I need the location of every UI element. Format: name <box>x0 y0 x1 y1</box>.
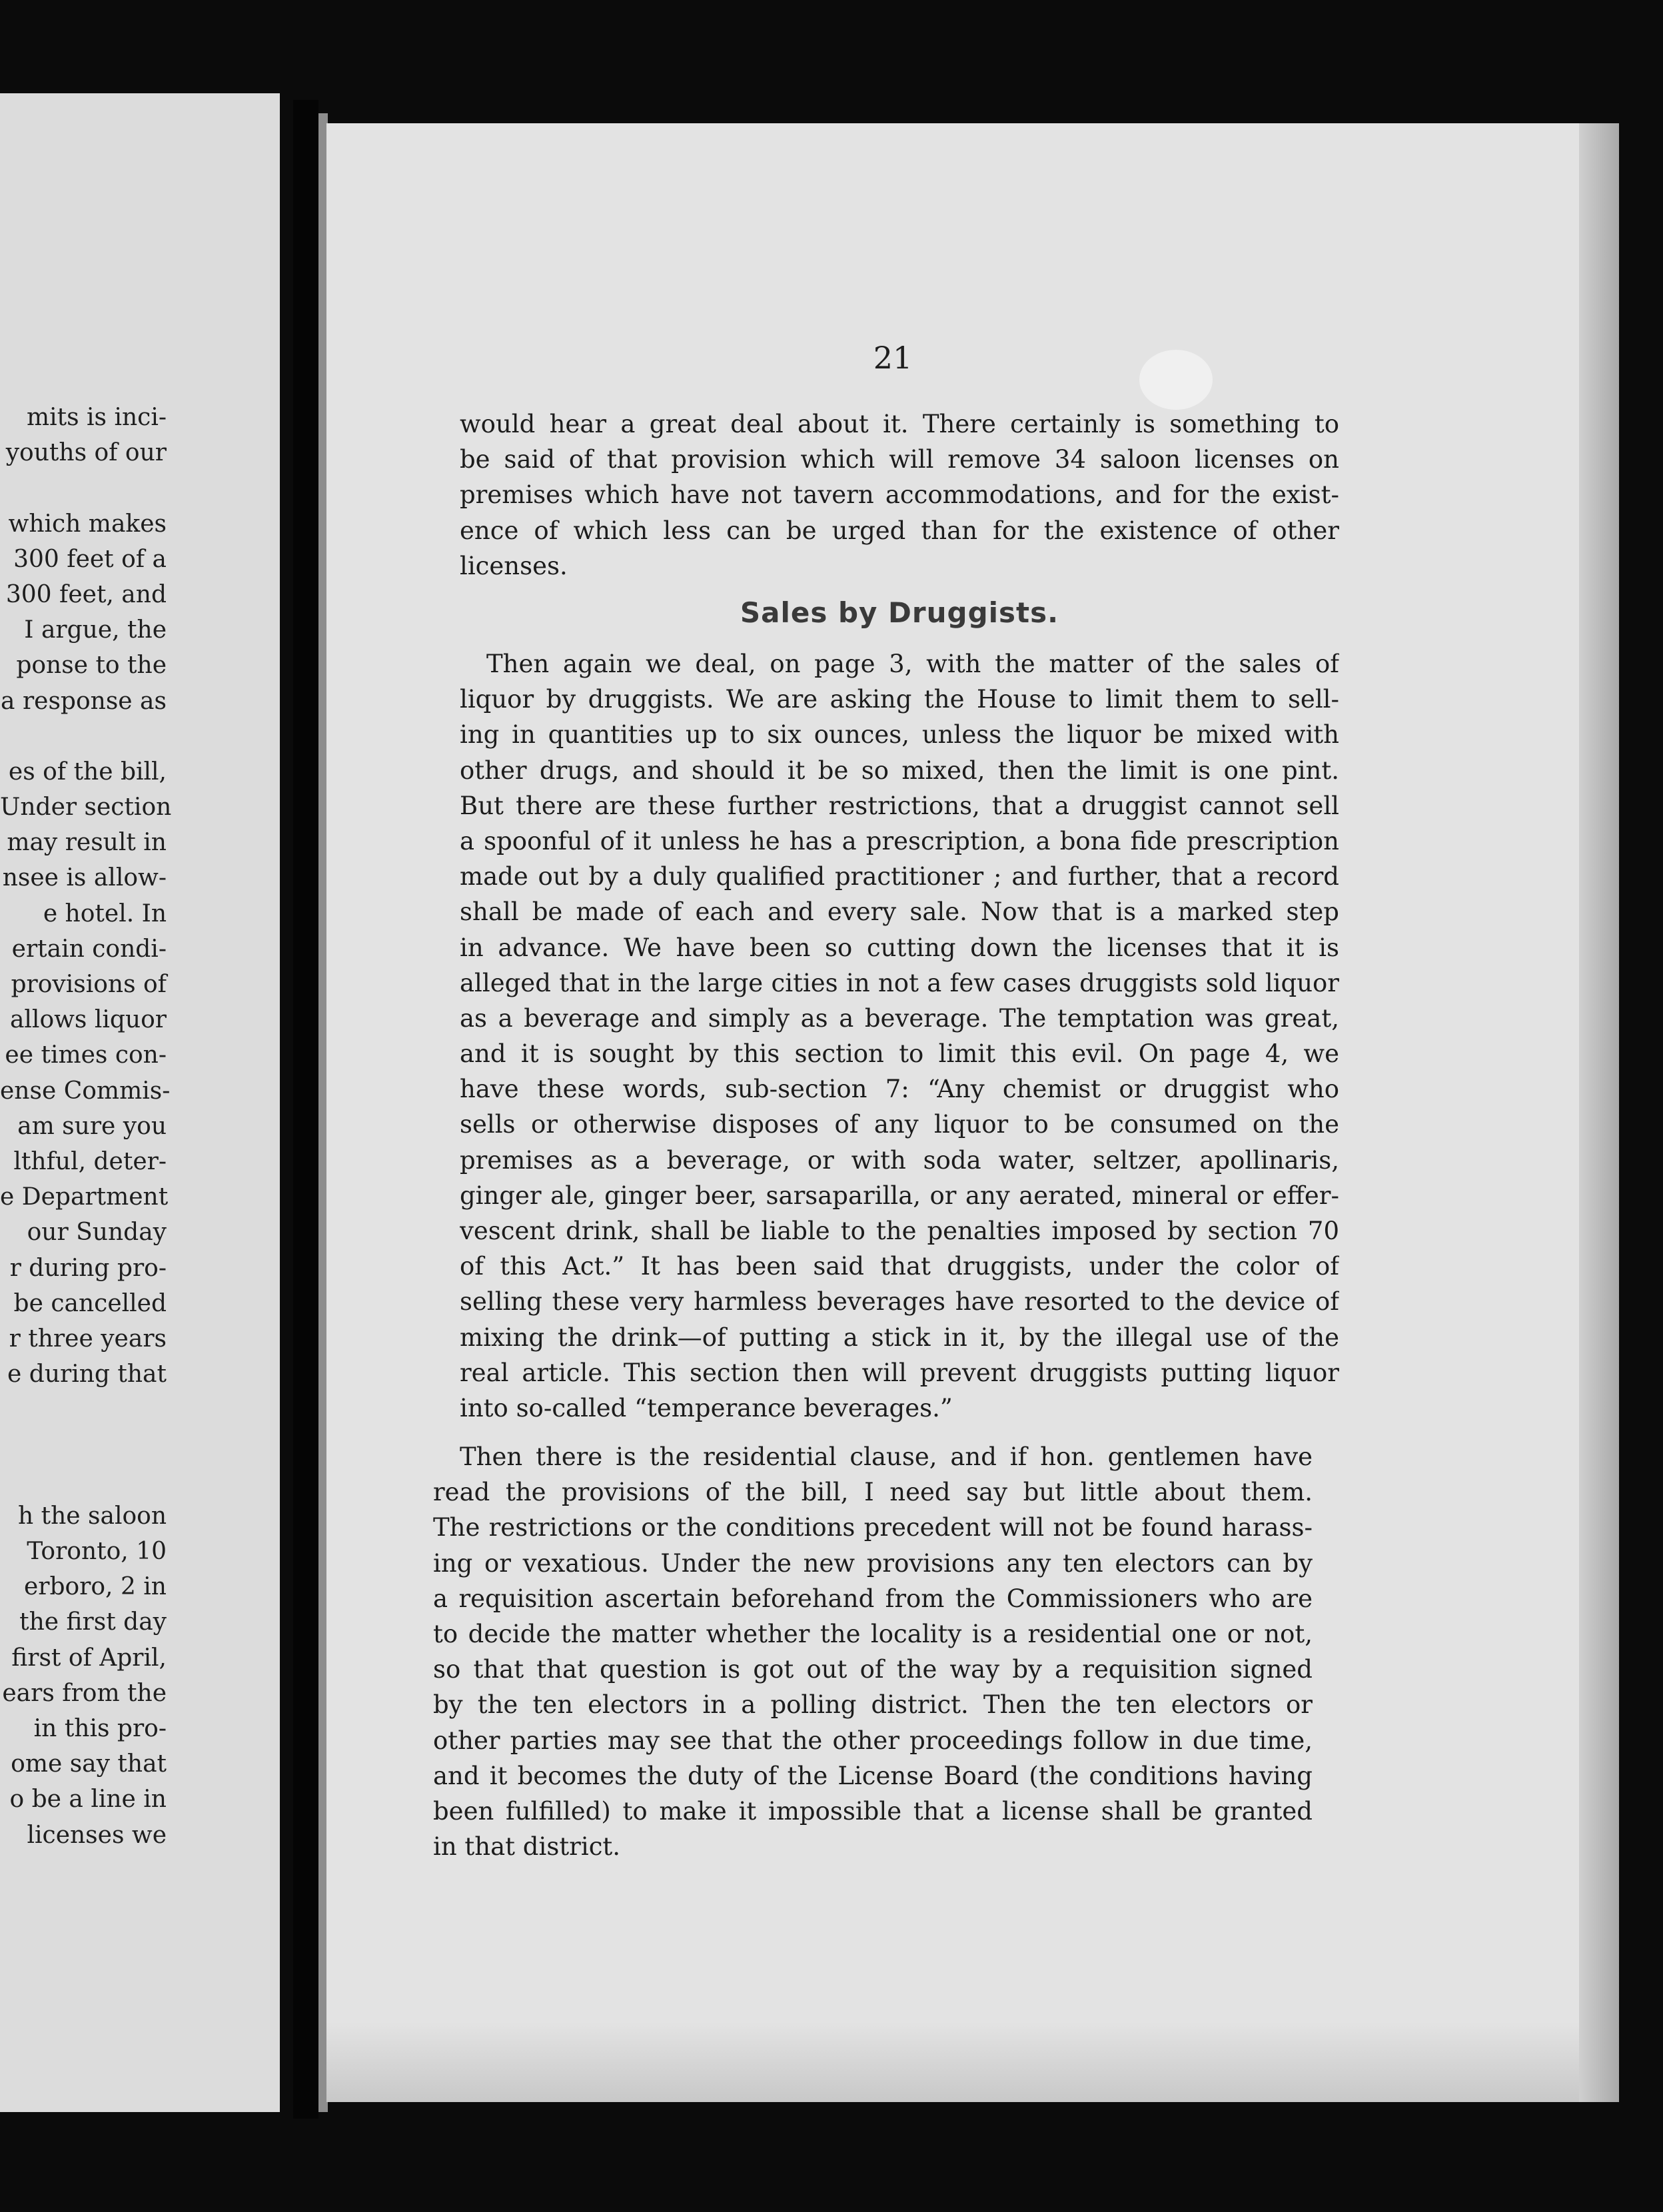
text-line: and it becomes the duty of the License Board (the conditions having <box>433 1761 1313 1790</box>
left-page-line: I argue, the <box>24 616 167 644</box>
left-page-line: ee times con- <box>5 1041 167 1069</box>
text-line: sells or otherwise disposes of any liquor to be consumed on the <box>460 1110 1339 1139</box>
left-page-line: provisions of <box>11 971 167 998</box>
text-line: a spoonful of it unless he has a prescription, a bona fide prescription <box>460 826 1339 855</box>
text-line: would hear a great deal about it. There certainly is something to <box>460 410 1339 438</box>
left-page-line: o be a line in <box>9 1786 167 1814</box>
left-page-line: ertain condi- <box>11 935 167 963</box>
text-line: liquor by druggists. We are asking the House to limit them to sell- <box>460 685 1339 714</box>
left-page-line: the first day <box>19 1608 167 1636</box>
page-number: 21 <box>873 340 913 376</box>
text-line: read the provisions of the bill, I need say but little about them. <box>433 1478 1313 1507</box>
left-page-line: licenses we <box>27 1821 167 1849</box>
text-line: a requisition ascertain beforehand from the Commissioners who are <box>433 1584 1313 1613</box>
text-line: ginger ale, ginger beer, sarsaparilla, or any aerated, mineral or effer- <box>460 1181 1339 1210</box>
left-page-line: am sure you <box>17 1112 167 1140</box>
text-line: ing or vexatious. Under the new provisions any ten electors can by <box>433 1548 1313 1578</box>
text-line: of this Act.” It has been said that druggists, under the color of <box>460 1252 1339 1281</box>
text-line: vescent drink, shall be liable to the penalties imposed by section 70 <box>460 1217 1339 1245</box>
text-line: other parties may see that the other proceedings follow in due time, <box>433 1726 1313 1755</box>
text-line: ing in quantities up to six ounces, unless the liquor be mixed with <box>460 720 1339 750</box>
druggists-paragraph <box>460 646 1339 1426</box>
left-page-line: Toronto, 10 <box>27 1538 167 1565</box>
text-line: so that that question is got out of the way by a requisition signed <box>433 1655 1313 1684</box>
text-line: be said of that provision which will remove 34 saloon licenses on <box>460 445 1339 474</box>
text-line: selling these very harmless beverages have resorted to the device of <box>460 1287 1339 1317</box>
text-line: by the ten electors in a polling district. Then the ten electors or <box>433 1690 1313 1720</box>
text-line: other drugs, and should it be so mixed, then the limit is one pint. <box>460 756 1339 785</box>
text-line: alleged that in the large cities in not a few cases druggists sold liquor <box>460 968 1339 997</box>
left-page-line: be cancelled <box>13 1289 167 1317</box>
left-page-line <box>0 719 280 754</box>
text-line: and it is sought by this section to limit this evil. On page 4, we <box>460 1039 1339 1069</box>
left-page-line: in this pro- <box>33 1714 167 1742</box>
text-line: ence of which less can be urged than for the existence of other <box>460 516 1339 545</box>
page-edge <box>1579 123 1619 2102</box>
text-line: made out by a duly qualified practitioner ; and further, that a record <box>460 862 1339 891</box>
text-line: But there are these further restrictions, that a druggist cannot sell <box>460 791 1339 820</box>
text-line: premises which have not tavern accommodations, and for the exist- <box>460 480 1339 510</box>
left-page-line: es of the bill, <box>8 758 167 786</box>
left-page-line: r during pro- <box>9 1254 167 1282</box>
left-page-line: e Department <box>0 1183 169 1211</box>
section-heading: Sales by Druggists. <box>740 596 1059 629</box>
left-facing-page <box>0 93 280 2112</box>
left-page-line: e hotel. In <box>43 899 167 927</box>
text-line: The restrictions or the conditions precedent will not be found harass- <box>433 1513 1313 1542</box>
left-page-line: Under section <box>0 794 172 822</box>
text-line: shall be made of each and every sale. Now that is a marked step <box>460 897 1339 927</box>
left-page-line: mits is inci- <box>26 404 167 431</box>
text-line: Then again we deal, on page 3, with the matter of the sales of <box>486 650 1339 678</box>
left-page-line: 300 feet of a <box>13 545 167 573</box>
left-page-line: e during that <box>7 1361 167 1388</box>
left-page-line: ome say that <box>11 1750 167 1778</box>
left-page-line: a response as <box>1 687 167 715</box>
text-line: licenses. <box>460 551 568 580</box>
text-line: Then there is the residential clause, and if hon. gentlemen have <box>460 1442 1313 1471</box>
text-line: in that district. <box>433 1832 621 1862</box>
text-line: real article. This section then will prevent druggists putting liquor <box>460 1358 1339 1387</box>
left-page-line: ponse to the <box>16 652 167 680</box>
left-page-line: h the saloon <box>17 1502 167 1530</box>
left-page-line: ense Commis- <box>0 1077 171 1105</box>
text-line: to decide the matter whether the locality is a residential one or not, <box>433 1619 1313 1648</box>
text-line: in advance. We have been so cutting down the licenses that it is <box>460 933 1339 962</box>
left-page-line: r three years <box>9 1325 167 1353</box>
left-page-line: nsee is allow- <box>2 864 167 892</box>
text-line: premises as a beverage, or with soda water, seltzer, apollinaris, <box>460 1145 1339 1175</box>
left-page-line: our Sunday <box>27 1219 167 1247</box>
text-line: have these words, sub-section 7: “Any chemist or druggist who <box>460 1075 1339 1104</box>
left-page-text <box>0 400 280 1853</box>
text-line: mixing the drink—of putting a stick in it, by the illegal use of the <box>460 1323 1339 1352</box>
left-page-line: 300 feet, and <box>5 580 167 608</box>
residential-clause-paragraph <box>433 1439 1313 1864</box>
left-page-line: allows liquor <box>9 1006 167 1034</box>
left-page-line <box>0 1427 280 1462</box>
book-spine <box>293 100 318 2119</box>
left-page-line <box>0 470 280 506</box>
left-page-line: which makes <box>8 510 167 538</box>
left-page-line: youths of our <box>5 439 167 467</box>
text-line: as a beverage and simply as a beverage. The temptation was great, <box>460 1003 1339 1033</box>
left-page-line <box>0 1392 280 1427</box>
left-page-line: erboro, 2 in <box>23 1573 167 1601</box>
text-line: been fulfilled) to make it impossible that a license shall be granted <box>433 1796 1313 1826</box>
left-page-line: may result in <box>7 829 167 857</box>
left-page-line: ears from the <box>2 1679 167 1707</box>
left-page-line: lthful, deter- <box>13 1147 167 1175</box>
paper-blemish <box>1139 350 1213 410</box>
text-line: into so-called “temperance beverages.” <box>460 1393 953 1422</box>
left-page-line <box>0 1463 280 1498</box>
page-shadow <box>326 2022 1579 2102</box>
left-page-line: first of April, <box>11 1644 167 1672</box>
opening-paragraph <box>460 406 1339 584</box>
